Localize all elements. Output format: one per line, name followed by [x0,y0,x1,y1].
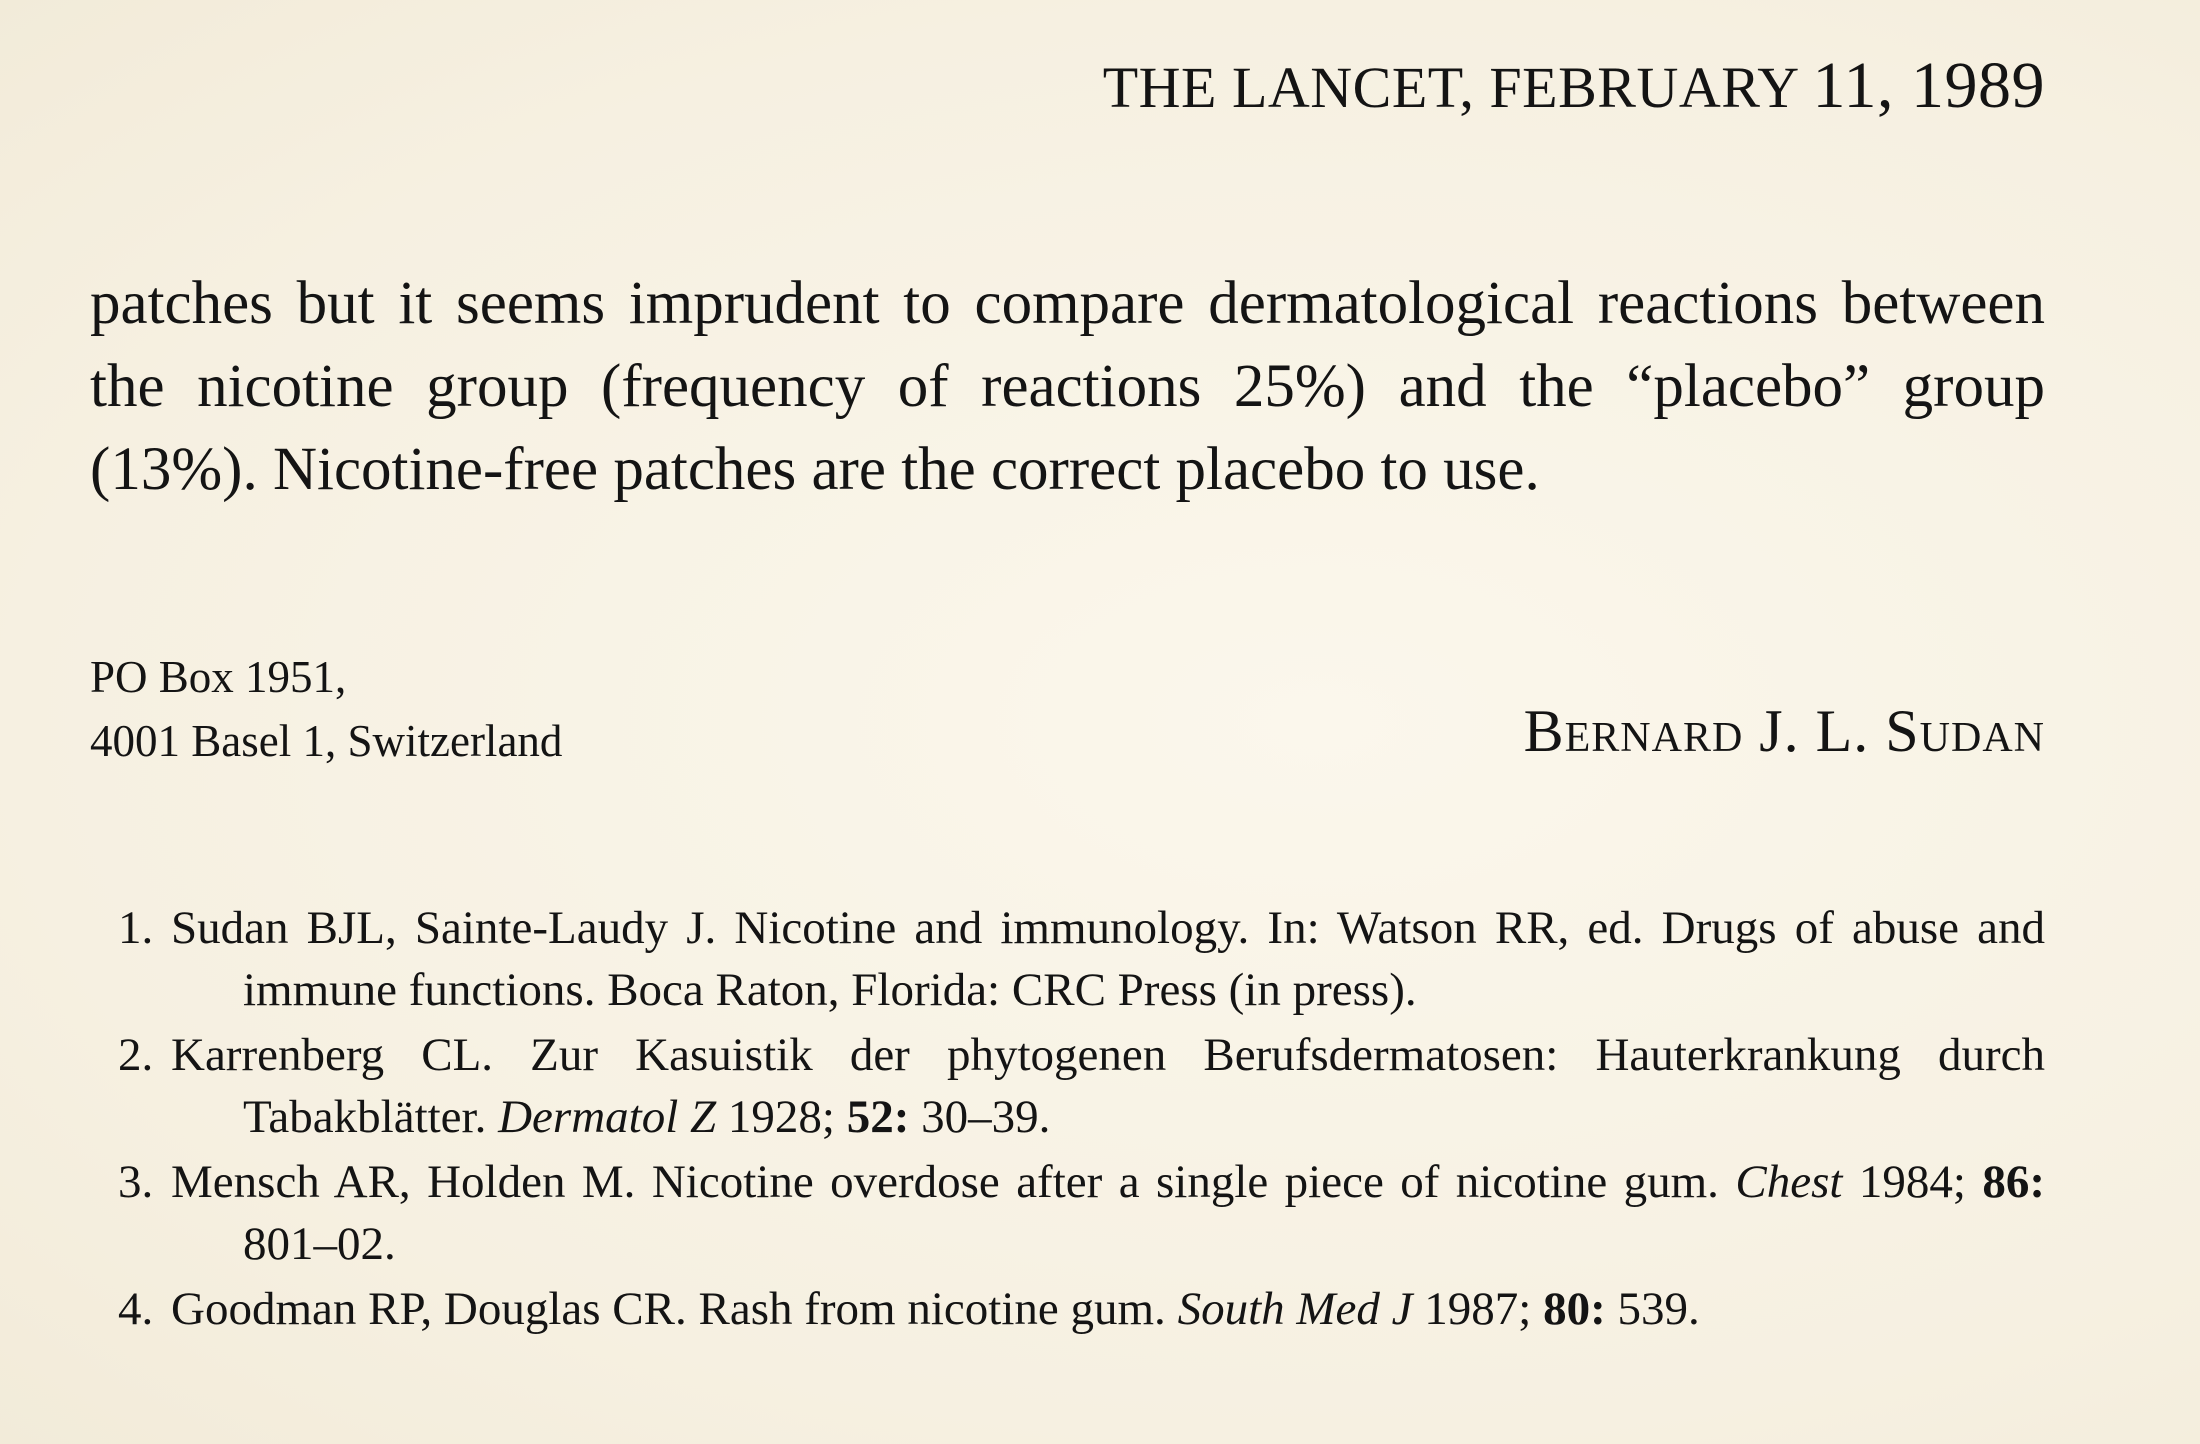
reference-number: 4. [118,1283,154,1335]
body-paragraph: patches but it seems imprudent to compare dermatological reactions between the nicotine group (frequency of reactions 25%) and the “placebo” group (13%). Nicotine-free patches are the correct placebo to use. [90,270,2045,503]
reference-text: Sudan BJL, Sainte-Laudy J. Nicotine and immunology. In: Watson RR, ed. Drugs of abuse and immune functions. Boca Raton, Florida: CRC Press (in press). [171,902,2045,1016]
reference-item [118,1151,2045,1275]
reference-year: 1984; [1842,1156,1983,1208]
reference-item [118,1024,2045,1148]
reference-number: 2. [118,1029,154,1081]
reference-text: Goodman RP, Douglas CR. Rash from nicotine gum. [171,1283,1178,1335]
reference-text: Karrenberg CL. Zur Kasuistik der phytogenen Berufsdermatosen: Hauterkrankung durch Tabakblätter. [171,1029,2045,1143]
reference-year: 1928; [716,1091,847,1143]
reference-journal: Dermatol Z [498,1091,717,1143]
running-head-date: 11, 1989 [1812,49,2045,122]
reference-item [118,1278,2045,1340]
running-head-journal: THE LANCET, FEBRUARY [1102,55,1798,120]
reference-volume: 86: [1982,1156,2045,1208]
reference-item [118,897,2045,1021]
running-head [1103,48,2045,124]
author-address [90,645,562,773]
reference-journal: South Med J [1177,1283,1413,1335]
reference-number: 1. [118,902,154,954]
reference-pages: 539. [1605,1283,1700,1335]
reference-volume: 52: [846,1091,910,1143]
address-line-2: 4001 Basel 1, Switzerland [90,716,563,766]
reference-text: Mensch AR, Holden M. Nicotine overdose after a single piece of nicotine gum. [171,1156,1736,1208]
reference-pages: 30–39. [909,1091,1051,1143]
reference-list [118,897,2045,1343]
author-signature: Bernard J. L. Sudan [1523,698,2045,764]
address-line-1: PO Box 1951, [90,652,347,702]
reference-pages: 801–02. [243,1218,396,1270]
reference-journal: Chest [1735,1156,1843,1208]
reference-volume: 80: [1543,1283,1606,1335]
reference-number: 3. [118,1156,154,1208]
reference-year: 1987; [1412,1283,1544,1335]
